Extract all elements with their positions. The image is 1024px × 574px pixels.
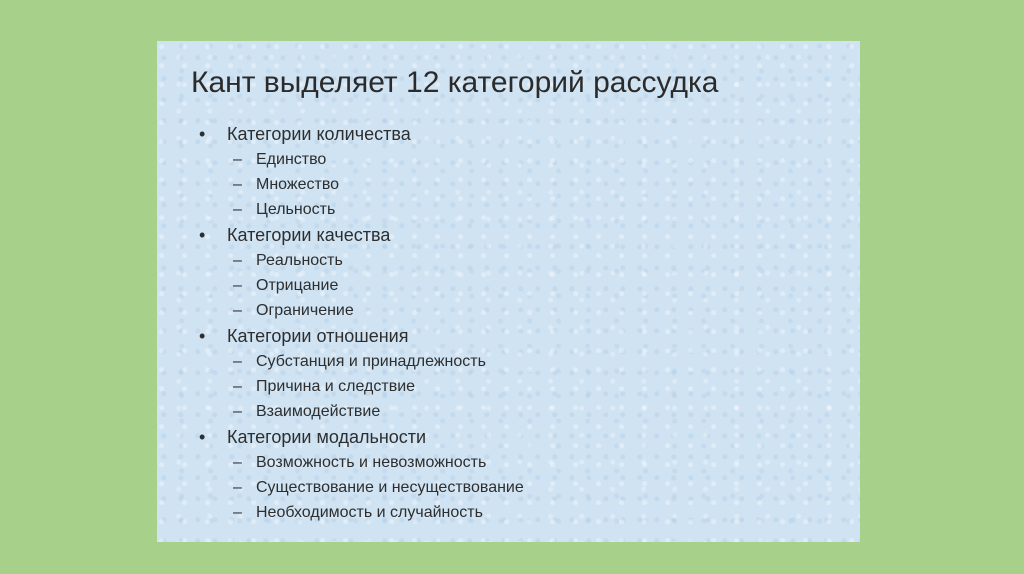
list-item — [197, 197, 840, 222]
item-label: Субстанция и принадлежность — [256, 353, 486, 370]
dash-icon: – — [233, 479, 242, 496]
category-heading — [197, 424, 840, 450]
dash-icon: – — [233, 176, 242, 193]
list-item — [197, 374, 840, 399]
bullet-icon: • — [199, 427, 206, 447]
dash-icon: – — [233, 201, 242, 218]
category-heading — [197, 222, 840, 248]
slide-title: Кант выделяет 12 категорий рассудка — [191, 66, 719, 99]
dash-icon: – — [233, 151, 242, 168]
list-item — [197, 349, 840, 374]
item-label: Ограничение — [256, 302, 354, 319]
item-label: Отрицание — [256, 277, 339, 294]
bullet-icon: • — [199, 225, 206, 245]
list-item — [197, 399, 840, 424]
category-heading — [197, 323, 840, 349]
list-item — [197, 248, 840, 273]
list-item — [197, 500, 840, 525]
dash-icon: – — [233, 504, 242, 521]
category-label: Категории количества — [227, 124, 411, 144]
item-label: Множество — [256, 176, 340, 193]
dash-icon: – — [233, 353, 242, 370]
item-label: Возможность и невозможность — [256, 454, 487, 471]
item-label: Необходимость и случайность — [256, 504, 483, 521]
item-label: Существование и несуществование — [256, 479, 524, 496]
dash-icon: – — [233, 378, 242, 395]
category-label: Категории качества — [227, 225, 391, 245]
list-item — [197, 298, 840, 323]
bullet-icon: • — [199, 326, 206, 346]
item-label: Взаимодействие — [256, 403, 381, 420]
category-items — [197, 248, 840, 323]
list-item — [197, 147, 840, 172]
category-label: Категории отношения — [227, 326, 409, 346]
list-item — [197, 475, 840, 500]
category-label: Категории модальности — [227, 427, 427, 447]
category-group — [197, 323, 840, 424]
item-label: Реальность — [256, 252, 343, 269]
category-list — [197, 121, 840, 525]
category-group — [197, 222, 840, 323]
slide — [157, 41, 860, 542]
category-items — [197, 147, 840, 222]
item-label: Причина и следствие — [256, 378, 416, 395]
bullet-icon: • — [199, 124, 206, 144]
list-item — [197, 273, 840, 298]
list-item — [197, 450, 840, 475]
dash-icon: – — [233, 403, 242, 420]
category-heading — [197, 121, 840, 147]
item-label: Цельность — [256, 201, 336, 218]
list-item — [197, 172, 840, 197]
category-items — [197, 450, 840, 525]
dash-icon: – — [233, 277, 242, 294]
dash-icon: – — [233, 252, 242, 269]
category-group — [197, 424, 840, 525]
category-items — [197, 349, 840, 424]
dash-icon: – — [233, 454, 242, 471]
category-group — [197, 121, 840, 222]
item-label: Единство — [256, 151, 327, 168]
dash-icon: – — [233, 302, 242, 319]
